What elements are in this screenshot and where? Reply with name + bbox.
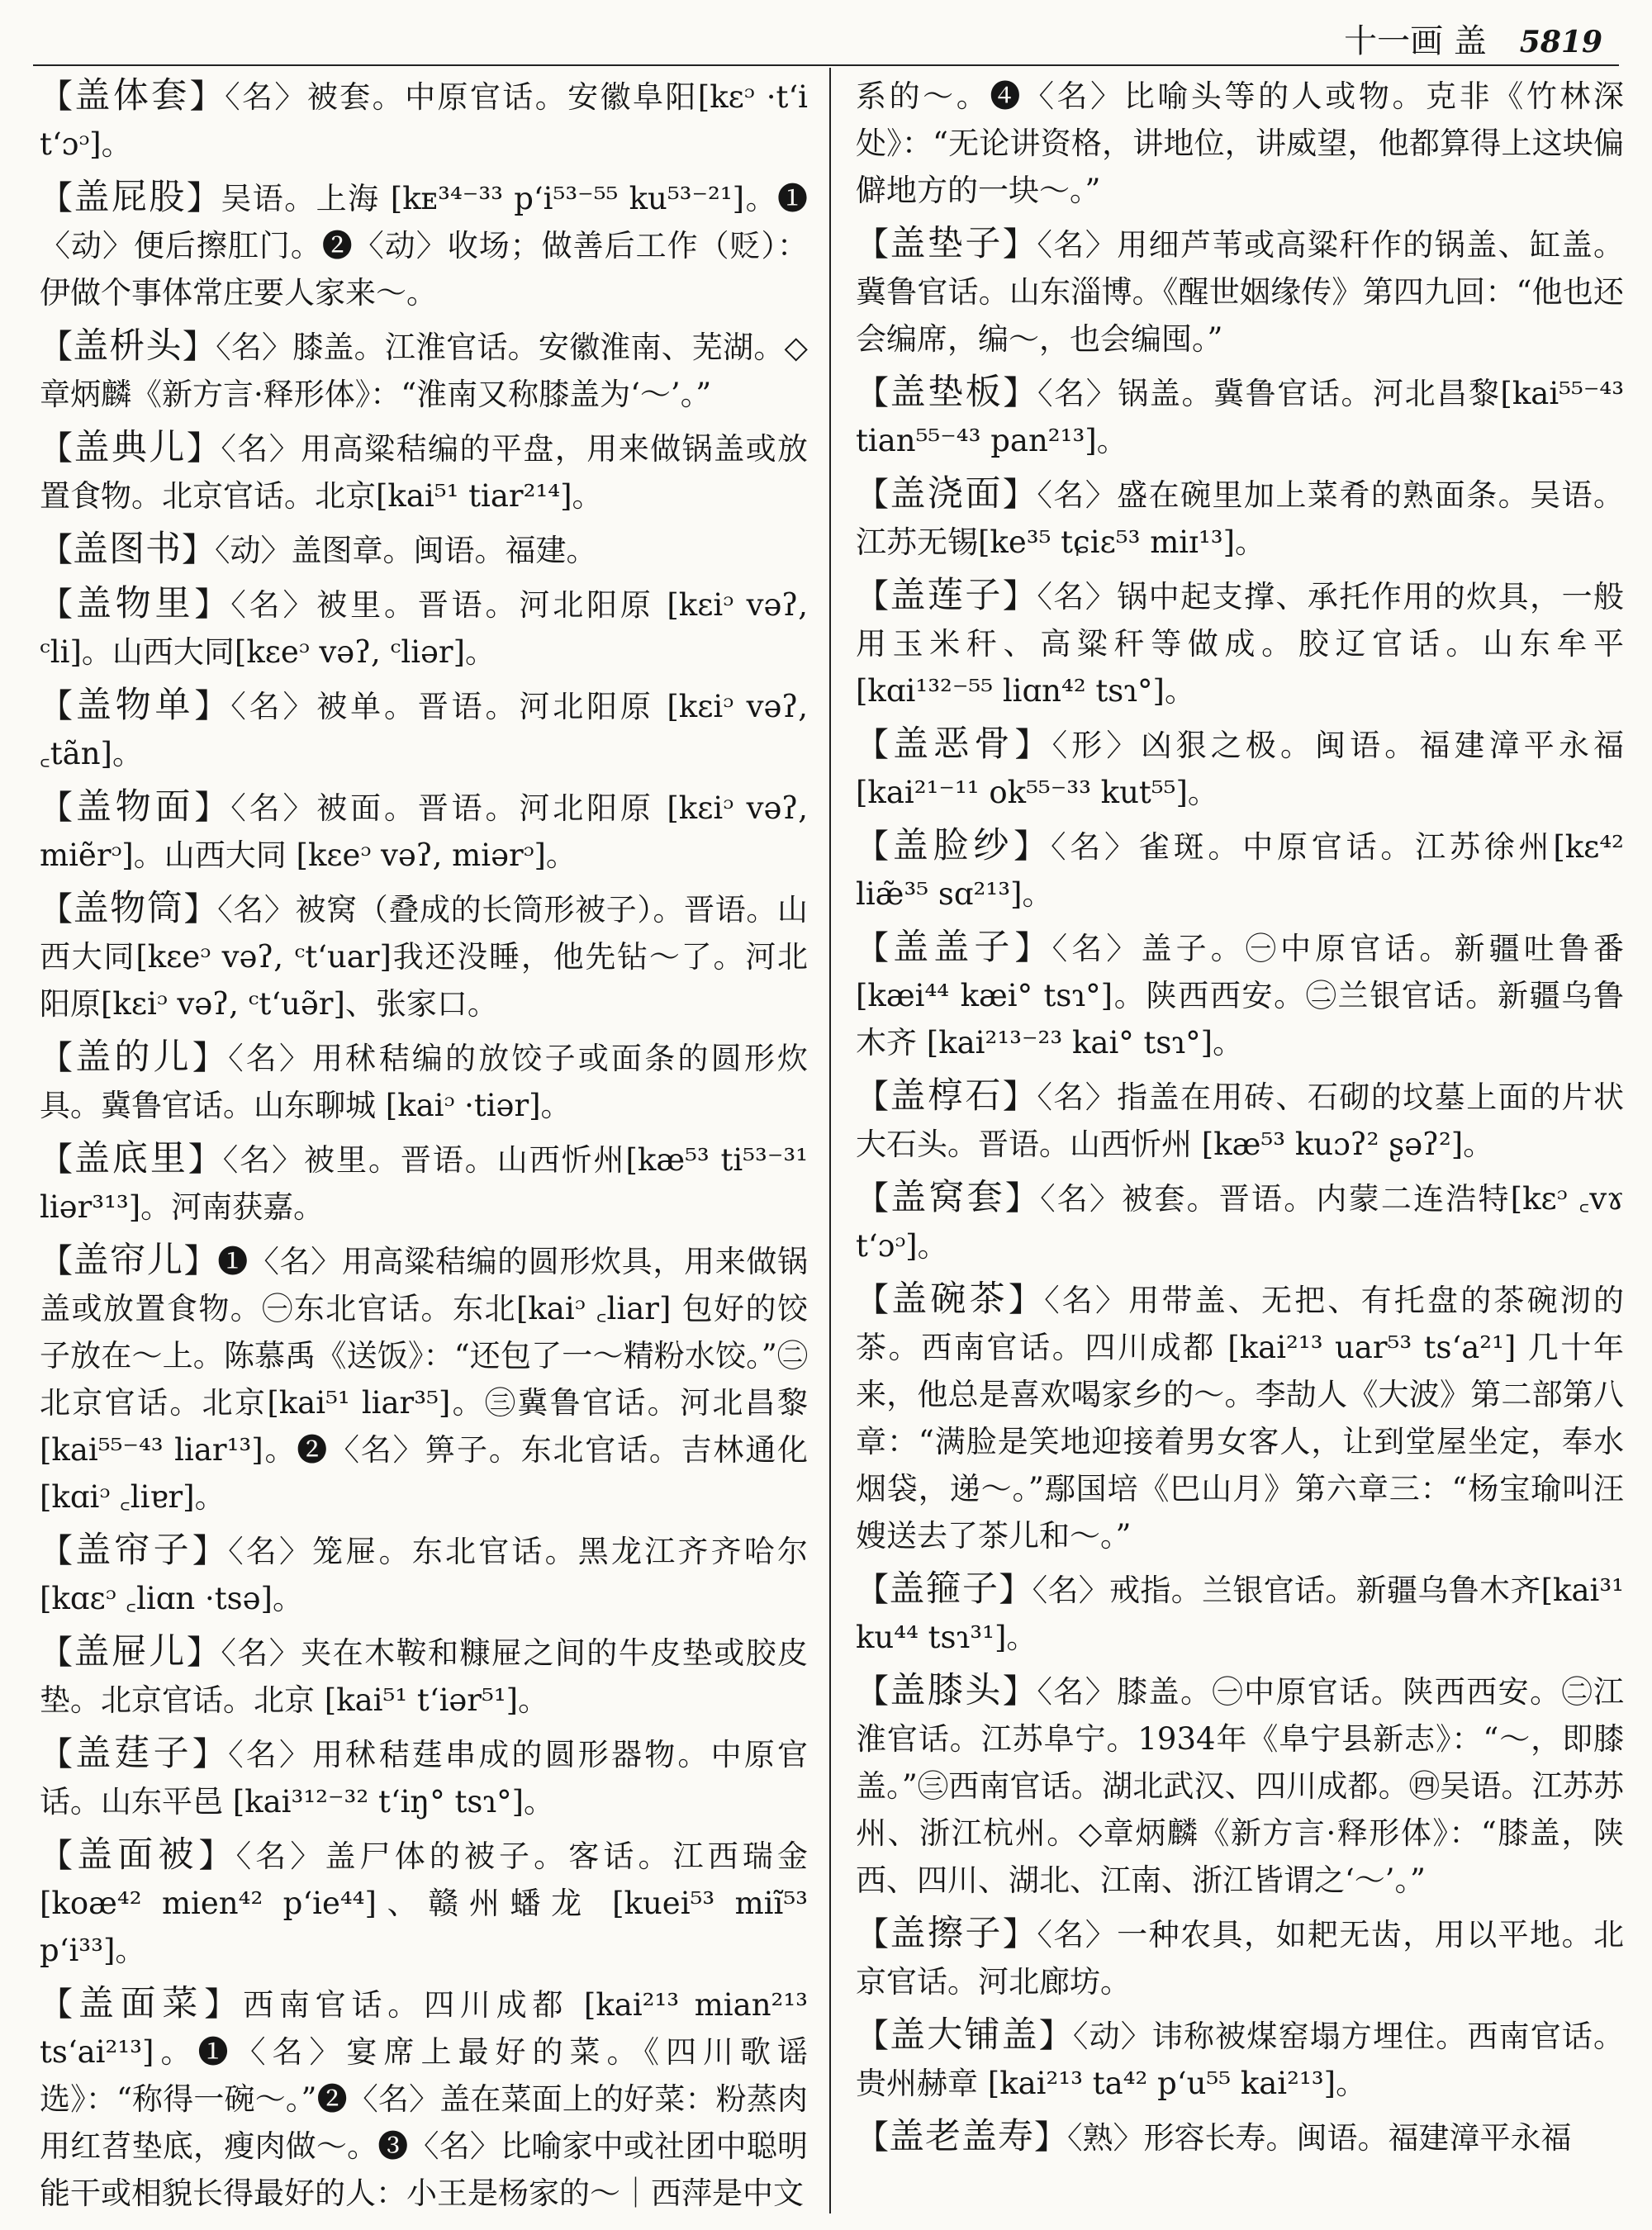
headword-bracket-open: 【 bbox=[856, 1078, 890, 1116]
entry-definition: 〈名〉膝盖。江淮官话。安徽淮南、芜湖。◇章炳麟《新方言·释形体》：“淮南又称膝盖为‘～’。” bbox=[40, 330, 809, 412]
dictionary-entry bbox=[40, 1730, 808, 1825]
headword-bracket-open: 【 bbox=[856, 577, 890, 615]
headword-bracket-close: 】 bbox=[1014, 929, 1052, 967]
headword-bracket-close: 】 bbox=[192, 1532, 229, 1570]
headword-bracket-open: 【 bbox=[40, 1735, 76, 1773]
dictionary-entry bbox=[40, 323, 808, 418]
entry-definition: 〈名〉锅中起支撑、承托作用的炊具，一般用玉米秆、高粱秆等做成。胶辽官话。山东牟平 [kɑi¹³²⁻⁵⁵ liɑn⁴² tsɿ°]。 bbox=[856, 579, 1625, 709]
dictionary-entry bbox=[856, 572, 1624, 714]
entry-headword: 盖窝套 bbox=[890, 1177, 1005, 1218]
headword-bracket-close: 】 bbox=[1002, 1078, 1037, 1116]
entry-headword: 盖椁石 bbox=[890, 1075, 1003, 1117]
entry-definition: 〈形〉凶狠之极。闽语。福建漳平永福 [kai²¹⁻¹¹ ok⁵⁵⁻³³ kut⁵⁵]。 bbox=[856, 728, 1625, 810]
right-column bbox=[856, 73, 1624, 2168]
dictionary-entry bbox=[856, 924, 1624, 1066]
dictionary-entry bbox=[856, 1566, 1624, 1661]
dictionary-entry bbox=[856, 1174, 1624, 1269]
entry-definition: 〈动〉盖图章。闽语。福建。 bbox=[215, 533, 597, 568]
entry-definition: 〈名〉戒指。兰银官话。新疆乌鲁木齐[kai³¹ ku⁴⁴ tsɿ³¹]。 bbox=[856, 1573, 1625, 1655]
headword-bracket-close: 】 bbox=[204, 1986, 244, 2024]
header-title: 十一画 盖 bbox=[1344, 22, 1487, 60]
headword-bracket-open: 【 bbox=[856, 1281, 892, 1319]
entry-headword: 盖老盖寿 bbox=[889, 2116, 1034, 2157]
headword-bracket-open: 【 bbox=[856, 476, 890, 514]
headword-bracket-close: 】 bbox=[183, 1242, 218, 1280]
entry-headword: 盖垫板 bbox=[890, 372, 1004, 413]
entry-headword: 盖面菜 bbox=[78, 1983, 205, 2024]
dictionary-entry bbox=[856, 2012, 1624, 2107]
entry-definition: 〈名〉夹在木鞍和糠屉之间的牛皮垫或胶皮垫。北京官话。北京 [kai⁵¹ tʻiər⁵¹]。 bbox=[40, 1635, 809, 1718]
header-rule bbox=[33, 64, 1619, 66]
headword-bracket-open: 【 bbox=[40, 1039, 76, 1077]
dictionary-entry bbox=[856, 721, 1624, 816]
dictionary-entry bbox=[40, 1237, 808, 1521]
headword-bracket-close: 】 bbox=[198, 1837, 236, 1875]
dictionary-entry bbox=[40, 174, 808, 316]
entry-headword: 盖枡头 bbox=[73, 325, 183, 367]
headword-bracket-open: 【 bbox=[40, 687, 76, 725]
headword-bracket-open: 【 bbox=[856, 828, 893, 866]
headword-bracket-open: 【 bbox=[856, 1571, 890, 1609]
headword-bracket-open: 【 bbox=[40, 328, 74, 366]
headword-bracket-close: 】 bbox=[186, 429, 221, 467]
entry-headword: 盖物里 bbox=[75, 583, 195, 624]
dictionary-entry bbox=[856, 1276, 1624, 1559]
headword-bracket-open: 【 bbox=[40, 179, 74, 217]
entry-headword: 盖体套 bbox=[74, 75, 190, 116]
headword-bracket-open: 【 bbox=[856, 2017, 890, 2055]
headword-bracket-close: 】 bbox=[1002, 225, 1037, 263]
entry-definition: 西南官话。四川成都 [kai²¹³ mian²¹³ tsʻai²¹³]。❶〈名〉宴席上最好的菜。《四川歌谣选》：“称得一碗～。”❷〈名〉盖在菜面上的好菜：粉蒸肉用红苕垫底，瘦肉做～。❸〈名〉比喻家中或社团中聪明能干或相貌长得最好的人：小王是杨家的～｜西萍是中文 bbox=[40, 1987, 809, 2211]
entry-headword: 盖典儿 bbox=[74, 427, 187, 468]
headword-bracket-open: 【 bbox=[40, 1837, 78, 1875]
entry-headword: 盖箍子 bbox=[889, 1568, 999, 1610]
entry-definition: 〈名〉指盖在用砖、石砌的坟墓上面的片状大石头。晋语。山西忻州 [kæ⁵³ kuɔʔ² ʂəʔ²]。 bbox=[856, 1079, 1625, 1162]
dictionary-entry bbox=[40, 73, 808, 168]
headword-bracket-open: 【 bbox=[40, 1634, 74, 1672]
entry-definition: 〈名〉雀斑。中原官话。江苏徐州[kɛ⁴² liæ̃³⁵ sɑ²¹³]。 bbox=[856, 829, 1625, 912]
left-column bbox=[40, 73, 808, 2223]
headword-bracket-open: 【 bbox=[40, 1242, 74, 1280]
headword-bracket-close: 】 bbox=[188, 1141, 223, 1179]
entry-definition: 〈名〉盖尸体的被子。客话。江西瑞金 [koæ⁴² mien⁴² pʻie⁴⁴]、赣州蟠龙 [kuei⁵³ miĩ⁵³ pʻi³³]。 bbox=[40, 1839, 809, 1968]
headword-bracket-open: 【 bbox=[40, 586, 76, 624]
entry-definition: 系的～。❹〈名〉比喻头等的人或物。克非《竹林深处》：“无论讲资格，讲地位，讲威望，他都算得上这块偏僻地方的一块～。” bbox=[856, 78, 1624, 208]
entry-headword: 盖莛子 bbox=[75, 1733, 192, 1774]
headword-bracket-open: 【 bbox=[856, 374, 890, 412]
headword-bracket-close: 】 bbox=[194, 687, 231, 725]
headword-bracket-close: 】 bbox=[1002, 1672, 1037, 1710]
dictionary-entry bbox=[40, 682, 808, 777]
headword-bracket-close: 】 bbox=[194, 586, 231, 624]
entry-headword: 盖盖子 bbox=[893, 927, 1015, 968]
entry-definition: 〈名〉用秫秸编的放饺子或面条的圆形炊具。冀鲁官话。山东聊城 [kaiᵓ ·tiər]。 bbox=[40, 1041, 809, 1123]
entry-definition: 〈名〉被面。晋语。河北阳原 [kɛiᵓ vəʔ, miẽrᵓ]。山西大同 [kɛeᵓ vəʔ, miərᵓ]。 bbox=[40, 790, 809, 873]
headword-bracket-close: 】 bbox=[1034, 2118, 1067, 2156]
headword-bracket-close: 】 bbox=[183, 890, 218, 928]
entry-definition: 〈名〉一种农具，如耙无齿，用以平地。北京官话。河北廊坊。 bbox=[856, 1917, 1625, 2000]
entry-headword: 盖物单 bbox=[75, 685, 195, 726]
headword-bracket-close: 】 bbox=[192, 1039, 229, 1077]
entry-definition: 〈名〉膝盖。㊀中原官话。陕西西安。㊁江淮官话。江苏阜宁。1934年《阜宁县新志》：“～，即膝盖。”㊂西南官话。湖北武汉、四川成都。㊃吴语。江苏苏州、浙江杭州。◇章炳麟《新方言·释形体》：“膝盖，陕西、四川、湖北、江南、浙江皆谓之‘～’。” bbox=[856, 1674, 1625, 1898]
entry-definition: 〈名〉被里。晋语。山西忻州[kæ⁵³ ti⁵³⁻³¹ liər³¹³]。河南获嘉。 bbox=[40, 1142, 809, 1225]
dictionary-entry bbox=[856, 2114, 1624, 2161]
entry-definition: 〈名〉盖子。㊀中原官话。新疆吐鲁番 [kæi⁴⁴ kæi° tsɿ°]。陕西西安。㊁兰银官话。新疆乌鲁木齐 [kai²¹³⁻²³ kai° tsɿ°]。 bbox=[856, 931, 1625, 1060]
headword-bracket-close: 】 bbox=[1014, 726, 1052, 764]
entry-headword: 盖莲子 bbox=[890, 575, 1003, 616]
entry-headword: 盖擦子 bbox=[890, 1913, 1003, 1954]
entry-headword: 盖底里 bbox=[74, 1138, 188, 1179]
headword-bracket-open: 【 bbox=[40, 78, 75, 116]
entry-definition: 〈名〉被套。晋语。内蒙二连浩特[kɛᵓ ꜀vɤ tʻɔᵓ]。 bbox=[856, 1181, 1625, 1264]
entry-headword: 盖恶骨 bbox=[893, 724, 1015, 765]
entry-headword: 盖屁股 bbox=[74, 177, 187, 218]
headword-bracket-close: 】 bbox=[1002, 1915, 1037, 1953]
entry-headword: 盖屉儿 bbox=[74, 1631, 187, 1672]
entry-definition: 〈名〉盛在碗里加上菜肴的熟面条。吴语。江苏无锡[ke³⁵ tɕiɛ⁵³ miɪ¹³]。 bbox=[856, 477, 1625, 560]
entry-definition: 〈名〉被单。晋语。河北阳原 [kɛiᵓ vəʔ, ꜀tãn]。 bbox=[40, 689, 809, 771]
entry-definition: 〈名〉笼屉。东北官话。黑龙江齐齐哈尔[kɑɛᵓ ꜀liɑn ·tsə]。 bbox=[40, 1534, 809, 1616]
entry-definition: 〈名〉被套。中原官话。安徽阜阳[kɛᵓ ·tʻi tʻɔᵓ]。 bbox=[40, 79, 809, 162]
dictionary-entry bbox=[40, 1629, 808, 1724]
headword-bracket-close: 】 bbox=[186, 179, 221, 217]
entry-headword: 盖帘儿 bbox=[73, 1240, 184, 1281]
entry-headword: 盖大铺盖 bbox=[890, 2014, 1039, 2056]
entry-headword: 盖物筒 bbox=[73, 888, 184, 929]
entry-headword: 盖的儿 bbox=[75, 1037, 192, 1078]
dictionary-entry bbox=[40, 1034, 808, 1129]
dictionary-entry bbox=[856, 221, 1624, 363]
dictionary-entry bbox=[856, 1668, 1624, 1904]
dictionary-entry bbox=[40, 1136, 808, 1231]
entry-definition: 〈名〉用细芦苇或高粱秆作的锅盖、缸盖。冀鲁官话。山东淄博。《醒世姻缘传》第四九回：“他也还会编席，编～，也会编囤。” bbox=[856, 227, 1625, 357]
dictionary-entry bbox=[40, 581, 808, 676]
dictionary-entry bbox=[40, 425, 808, 520]
headword-bracket-close: 】 bbox=[189, 78, 225, 116]
dictionary-entry bbox=[856, 471, 1624, 566]
entry-headword: 盖帘子 bbox=[75, 1530, 192, 1571]
headword-bracket-open: 【 bbox=[856, 225, 890, 263]
headword-bracket-close: 】 bbox=[1004, 1179, 1041, 1217]
entry-headword: 盖浇面 bbox=[890, 473, 1003, 515]
dictionary-entry bbox=[40, 526, 808, 574]
entry-headword: 盖面被 bbox=[77, 1834, 199, 1876]
headword-bracket-close: 】 bbox=[192, 1735, 229, 1773]
headword-bracket-close: 】 bbox=[182, 531, 215, 569]
headword-bracket-open: 【 bbox=[856, 1915, 890, 1953]
entry-definition: 〈名〉锅盖。冀鲁官话。河北昌黎[kai⁵⁵⁻⁴³ tian⁵⁵⁻⁴³ pan²¹³]。 bbox=[856, 376, 1625, 458]
dictionary-entry bbox=[856, 1910, 1624, 2005]
page-header bbox=[1344, 15, 1602, 64]
headword-bracket-close: 】 bbox=[1003, 374, 1038, 412]
headword-bracket-open: 【 bbox=[40, 429, 74, 467]
entry-definition: ❶〈名〉用高粱秸编的圆形炊具，用来做锅盖或放置食物。㊀东北官话。东北[kaiᵓ ꜀liar] 包好的饺子放在～上。陈慕禹《送饭》：“还包了一～精粉水饺。”㊁北京官话。北京[kai⁵¹ liar³⁵]。㊂冀鲁官话。河北昌黎[kai⁵⁵⁻⁴³ liar¹³]。❷〈名〉箅子。东北官话。吉林通化 [kɑiᵓ ꜀liɐr]。 bbox=[40, 1244, 809, 1515]
headword-bracket-open: 【 bbox=[40, 1532, 76, 1570]
headword-bracket-open: 【 bbox=[40, 1141, 74, 1179]
headword-bracket-close: 】 bbox=[1002, 577, 1037, 615]
entry-headword: 盖垫子 bbox=[890, 223, 1003, 264]
dictionary-entry bbox=[40, 1832, 808, 1974]
entry-headword: 盖物面 bbox=[75, 786, 195, 828]
headword-bracket-open: 【 bbox=[856, 1179, 891, 1217]
headword-bracket-close: 】 bbox=[194, 789, 231, 827]
entry-definition: 〈名〉用秫秸莛串成的圆形器物。中原官话。山东平邑 [kai³¹²⁻³² tʻiŋ° tsɿ°]。 bbox=[40, 1737, 809, 1820]
entry-definition: 〈熟〉形容长寿。闽语。福建漳平永福 bbox=[1067, 2120, 1572, 2156]
dictionary-entry bbox=[40, 1527, 808, 1622]
headword-bracket-close: 】 bbox=[999, 1571, 1032, 1609]
headword-bracket-open: 【 bbox=[856, 929, 894, 967]
dictionary-entry bbox=[856, 369, 1624, 464]
dictionary-entry bbox=[856, 73, 1624, 214]
headword-bracket-open: 【 bbox=[856, 726, 894, 764]
headword-bracket-open: 【 bbox=[856, 2118, 889, 2156]
headword-bracket-open: 【 bbox=[40, 890, 74, 928]
column-divider bbox=[829, 68, 831, 2213]
entry-definition: 〈名〉被窝（叠成的长筒形被子）。晋语。山西大同[kɛeᵓ vəʔ, ᶜtʻuar]我还没睡，他先钻～了。河北阳原[kɛiᵓ vəʔ, ᶜtʻuə̃r]、张家口。 bbox=[40, 892, 808, 1022]
headword-bracket-close: 】 bbox=[1014, 828, 1051, 866]
headword-bracket-open: 【 bbox=[40, 1986, 78, 2024]
headword-bracket-open: 【 bbox=[40, 789, 76, 827]
headword-bracket-close: 】 bbox=[186, 1634, 221, 1672]
entry-headword: 盖图书 bbox=[73, 529, 182, 570]
entry-definition: 〈名〉用带盖、无把、有托盘的茶碗沏的茶。西南官话。四川成都 [kai²¹³ uar⁵³ tsʻa²¹] 几十年来，他总是喜欢喝家乡的～。李劼人《大波》第二部第八章：“满脸是笑地迎接着男女客人，让到堂屋坐定，奉水烟袋，递～。”鄢国培《巴山月》第六章三：“杨宝瑜叫汪嫂送去了茶儿和～。” bbox=[856, 1283, 1625, 1554]
headword-bracket-close: 】 bbox=[182, 328, 216, 366]
dictionary-entry bbox=[40, 885, 808, 1027]
entry-headword: 盖脸纱 bbox=[892, 825, 1014, 866]
headword-bracket-close: 】 bbox=[1008, 1281, 1045, 1319]
headword-bracket-open: 【 bbox=[856, 1672, 890, 1710]
entry-definition: 〈动〉讳称被煤窑塌方埋住。西南官话。贵州赫章 [kai²¹³ ta⁴² pʻu⁵⁵ kai²¹³]。 bbox=[856, 2019, 1625, 2101]
headword-bracket-close: 】 bbox=[1038, 2017, 1073, 2055]
dictionary-entry bbox=[40, 784, 808, 879]
entry-definition: 吴语。上海 [kᴇ³⁴⁻³³ pʻi⁵³⁻⁵⁵ ku⁵³⁻²¹]。❶〈动〉便后擦肛门。❷〈动〉收场；做善后工作（贬）：伊做个事体常庄要人家来～。 bbox=[40, 181, 809, 311]
entry-definition: 〈名〉被里。晋语。河北阳原 [kɛiᵓ vəʔ, ᶜli]。山西大同[kɛeᵓ vəʔ, ᶜliər]。 bbox=[40, 587, 809, 670]
dictionary-entry bbox=[40, 1981, 808, 2217]
headword-bracket-close: 】 bbox=[1002, 476, 1037, 514]
dictionary-entry bbox=[856, 1073, 1624, 1168]
dictionary-entry bbox=[856, 823, 1624, 918]
headword-bracket-open: 【 bbox=[40, 531, 73, 569]
entry-headword: 盖碗茶 bbox=[891, 1279, 1009, 1320]
entry-definition: 〈名〉用高粱秸编的平盘，用来做锅盖或放置食物。北京官话。北京[kai⁵¹ tiar²¹⁴]。 bbox=[40, 431, 809, 514]
page-number: 5819 bbox=[1519, 25, 1602, 59]
entry-headword: 盖膝头 bbox=[890, 1670, 1003, 1711]
